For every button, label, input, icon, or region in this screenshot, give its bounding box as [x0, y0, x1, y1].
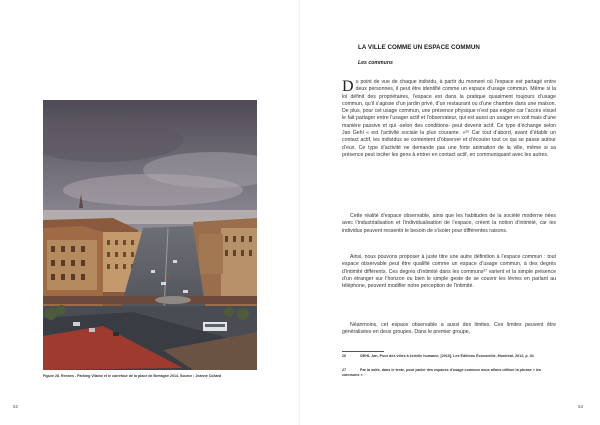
city-street-photo	[43, 100, 257, 370]
page-number-left: 52	[13, 404, 19, 409]
page-number-right: 53	[578, 404, 584, 409]
page-gutter	[299, 0, 300, 425]
footnote-text: Par la suite, dans le texte, pour parler des espaces d’usage commun nous allons utiliser la phrase « les communs ».	[342, 368, 541, 377]
footnote-rule	[342, 351, 384, 352]
section-heading: LA VILLE COMME UN ESPACE COMMUN	[358, 44, 480, 51]
footnote-26	[342, 354, 556, 359]
drop-cap: D	[342, 78, 354, 95]
figure-caption: Figure 28. Rennes - Parking Vilaine et le carrefour de la place de Bretagne 2014. Source : Jeanne Collard	[43, 374, 222, 378]
footnote-number: 26	[342, 354, 347, 358]
paragraph-1	[342, 79, 556, 159]
paragraph-2: Cette réalité d’espace observable, ainsi que les habitudes de la société moderne nées avec l’industrialisation et l’individualisation de l’espace, créent la notion d’intimité, car les individus peuvent ressentir le besoin de s’isoler pour différentes raisons.	[342, 213, 556, 234]
paragraph-1-text: u point de vue de chaque individu, à partir du moment où l’espace est partagé entre deux personnes, il peut être identifié comme un espace d’usage commun. Même si la loi définit des propriétaires, l’espace est dans la pratique quasiment toujours d’usage commun, qu’il s’agisse d’un jardin privé, d’un restaurant ou d’une chambre dans une maison. De plus, pour cet usage commun, une présence physique n’est pas exigée car l’accès visuel le fait partager entre l’usager actif et l’observateur, qui est aussi un usager en soit mais d’une manière passive et qui -selon des conditions- peut devenir actif. Ce type d’échange selon Jan Gehl « est l’activité sociale la plus courante. »²⁶ Car tout d’abord, avant d’établir un contact actif, les individus se contentent d’observer et d’écouter tout ce qui se passe autour d’eux. Ce type d’activité ne demande pas une forte animation de la ville, même si sa présence peut inciter les gens à entrer en contact actif, en communiquant avec les autres.	[342, 79, 556, 158]
section-subheading: Les communs	[358, 60, 393, 66]
paragraph-3: Ainsi, nous pouvons proposer à juste titre une autre définition à l’espace commun : tout espace observable peut être qualifié comme un espace d’usage commun, à des degrés d’intimité différents. Ces degrés d’intimité dans les communs²⁷ varient et la simple présence d’un étranger sur l’horizon ou bien le simple geste de se couvrir les lèvres en parlant au téléphone, peuvent modifier notre perception de l’intimité.	[342, 254, 556, 290]
paragraph-4: Néanmoins, cet espace observable a aussi des limites. Ces limites peuvent être généralisées en deux groupes. Dans le premier groupe,	[342, 322, 556, 336]
footnote-number: 27	[342, 368, 347, 372]
footnote-text: GEHL Jan, Pour des villes à échelle humaine, [2010], Les Éditions Écosociété, Montréal, 2012, p. 34	[360, 354, 534, 358]
footnote-27	[342, 368, 556, 378]
